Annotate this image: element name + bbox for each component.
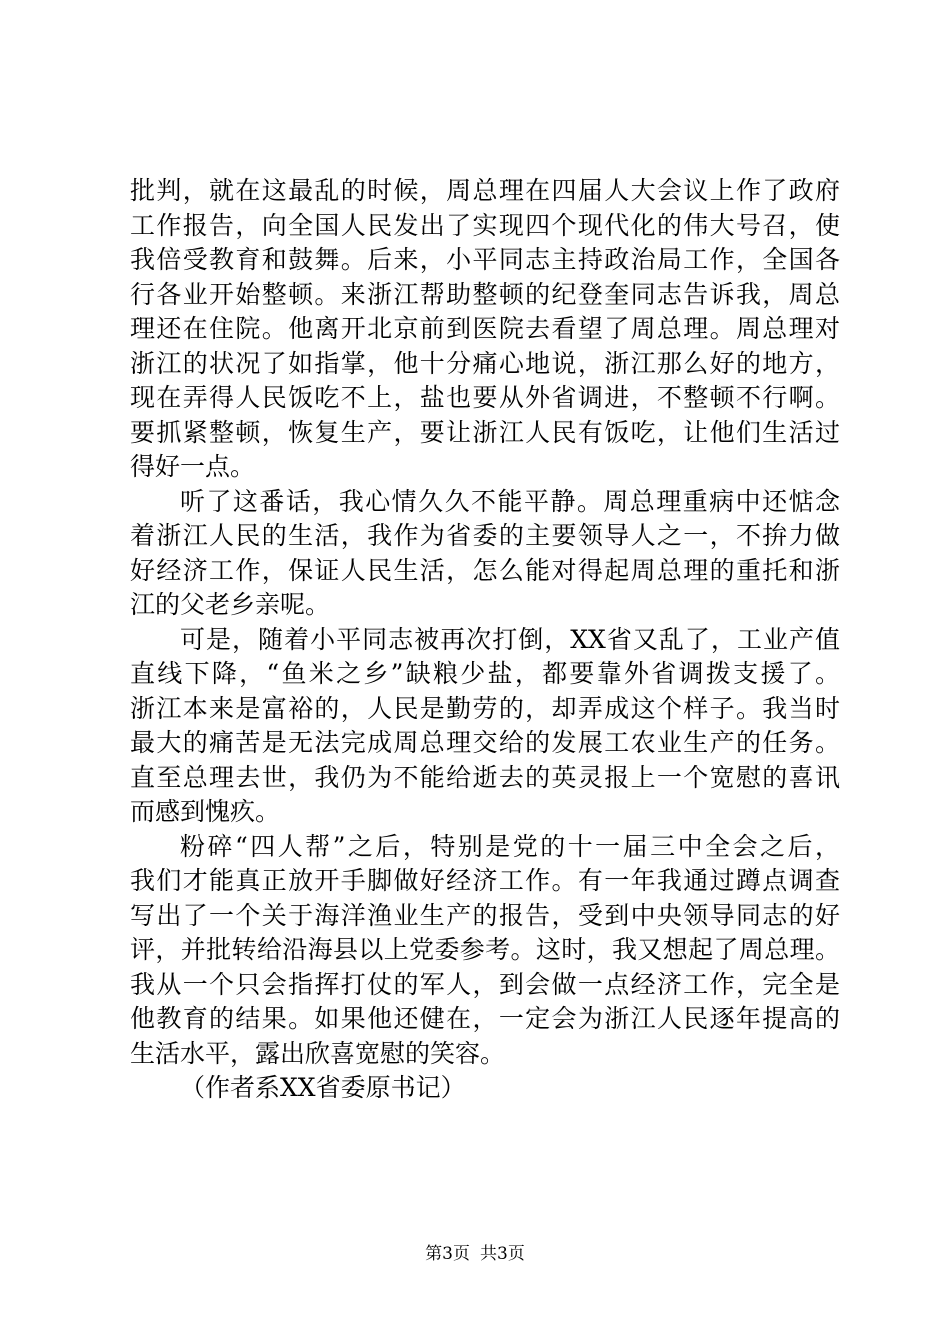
text-line: 我倍受教育和鼓舞。后来，小平同志主持政治局工作，全国各 [130,245,840,274]
text-line: 理还在住院。他离开北京前到医院去看望了周总理。周总理对 [130,314,840,343]
text-line: 行各业开始整顿。来浙江帮助整顿的纪登奎同志告诉我，周总 [130,279,840,309]
text-line: 好经济工作，保证人民生活，怎么能对得起周总理的重托和浙 [130,555,840,585]
page-footer [0,1243,950,1265]
text-line: 要抓紧整顿，恢复生产，要让浙江人民有饭吃，让他们生活过 [130,417,840,447]
page-total: 共3页 [480,1244,525,1264]
text-line: 直至总理去世，我仍为不能给逝去的英灵报上一个宽慰的喜讯 [130,762,840,792]
text-line: 浙江本来是富裕的，人民是勤劳的，却弄成这个样子。我当时 [130,693,840,723]
text-line: 现在弄得人民饭吃不上，盐也要从外省调进，不整顿不行啊。 [130,383,840,412]
author-note [130,1071,840,1106]
text-line: 江的父老乡亲呢。 [130,590,331,619]
paragraph [130,485,840,623]
text-line: （作者系XX省委原书记） [180,1073,466,1102]
text-line: 着浙江人民的生活，我作为省委的主要领导人之一，不拚力做 [130,521,840,550]
text-line: 浙江的状况了如指掌，他十分痛心地说，浙江那么好的地方， [130,348,840,378]
paragraph [130,830,840,1072]
paragraph [130,174,840,485]
document-body [130,174,840,1106]
text-line: 评，并批转给沿海县以上党委参考。这时，我又想起了周总理。 [130,935,840,964]
text-line: 而感到愧疚。 [130,797,281,826]
text-line: 最大的痛苦是无法完成周总理交给的发展工农业生产的任务。 [130,728,840,757]
text-line: 得好一点。 [130,452,256,481]
text-line: 写出了一个关于海洋渔业生产的报告，受到中央领导同志的好 [130,900,840,930]
text-line: 我们才能真正放开手脚做好经济工作。有一年我通过蹲点调查 [130,866,840,895]
text-line: 生活水平，露出欣喜宽慰的笑容。 [130,1038,506,1068]
page-number: 第3页 [425,1244,470,1264]
text-line: 工作报告，向全国人民发出了实现四个现代化的伟大号召，使 [130,210,840,240]
text-line: 我从一个只会指挥打仗的军人，到会做一点经济工作，完全是 [130,969,840,999]
text-line: 他教育的结果。如果他还健在，一定会为浙江人民逐年提高的 [130,1004,840,1033]
text-line: 粉碎“四人帮”之后，特别是党的十一届三中全会之后， [180,831,840,861]
text-line: 批判，就在这最乱的时候，周总理在四届人大会议上作了政府 [130,176,840,205]
text-line: 直线下降，“鱼米之乡”缺粮少盐，都要靠外省调拨支援了。 [130,659,840,688]
paragraph [130,623,840,830]
text-line: 听了这番话，我心情久久不能平静。周总理重病中还惦念 [180,486,840,516]
text-line: 可是，随着小平同志被再次打倒，XX省又乱了，工业产值 [180,624,840,654]
